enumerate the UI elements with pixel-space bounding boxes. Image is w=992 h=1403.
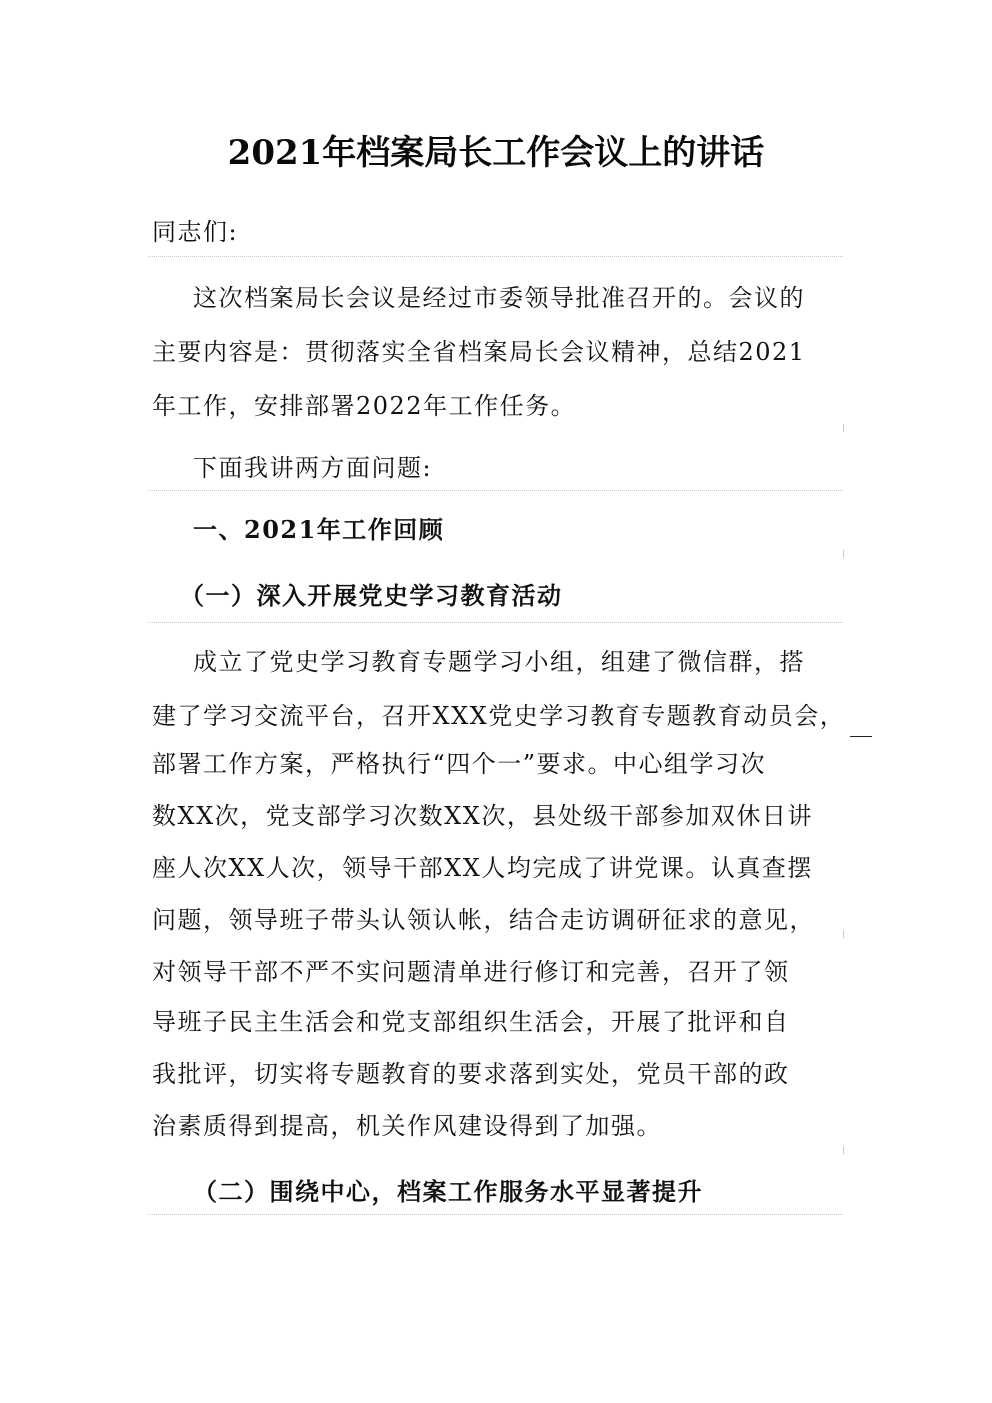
margin-mark bbox=[843, 550, 844, 558]
paragraph-line: 治素质得到提高，机关作风建设得到了加强。 bbox=[152, 1112, 662, 1140]
margin-mark bbox=[843, 930, 844, 938]
section-heading: 一、2021年工作回顾 bbox=[193, 515, 445, 544]
paragraph-line: 建了学习交流平台，召开XXX党史学习教育专题教育动员会， bbox=[152, 702, 846, 730]
paragraph-line: 对领导干部不严不实问题清单进行修订和完善，召开了领 bbox=[152, 958, 790, 986]
salutation: 同志们: bbox=[152, 218, 239, 246]
separator bbox=[148, 490, 843, 491]
margin-mark bbox=[843, 424, 844, 432]
edit-mark bbox=[850, 736, 872, 737]
paragraph-line: 我批评，切实将专题教育的要求落到实处，党员干部的政 bbox=[152, 1060, 790, 1088]
document-title: 2021年档案局长工作会议上的讲话 bbox=[227, 133, 765, 173]
separator bbox=[148, 622, 843, 623]
paragraph-line: 导班子民主生活会和党支部组织生活会，开展了批评和自 bbox=[152, 1008, 790, 1036]
paragraph-line: 下面我讲两方面问题: bbox=[193, 454, 433, 482]
subsection-heading: （一）深入开展党史学习教育活动 bbox=[180, 581, 563, 610]
paragraph-line: 座人次XX人次，领导干部XX人均完成了讲党课。认真查摆 bbox=[152, 854, 813, 882]
paragraph-line: 问题，领导班子带头认领认帐，结合走访调研征求的意见， bbox=[152, 906, 815, 934]
subsection-heading: （二）围绕中心，档案工作服务水平显著提升 bbox=[193, 1177, 703, 1206]
paragraph-line: 部署工作方案，严格执行“四个一”要求。中心组学习次 bbox=[152, 750, 767, 778]
margin-mark bbox=[843, 1146, 844, 1154]
paragraph-line: 主要内容是：贯彻落实全省档案局长会议精神，总结2021 bbox=[152, 338, 806, 366]
separator bbox=[148, 256, 843, 257]
paragraph-line: 成立了党史学习教育专题学习小组，组建了微信群，搭 bbox=[193, 648, 805, 676]
separator bbox=[148, 1214, 843, 1215]
paragraph-line: 年工作，安排部署2022年工作任务。 bbox=[152, 392, 577, 420]
paragraph-line: 数XX次，党支部学习次数XX次，县处级干部参加双休日讲 bbox=[152, 802, 813, 830]
paragraph-line: 这次档案局长会议是经过市委领导批准召开的。会议的 bbox=[193, 284, 805, 312]
